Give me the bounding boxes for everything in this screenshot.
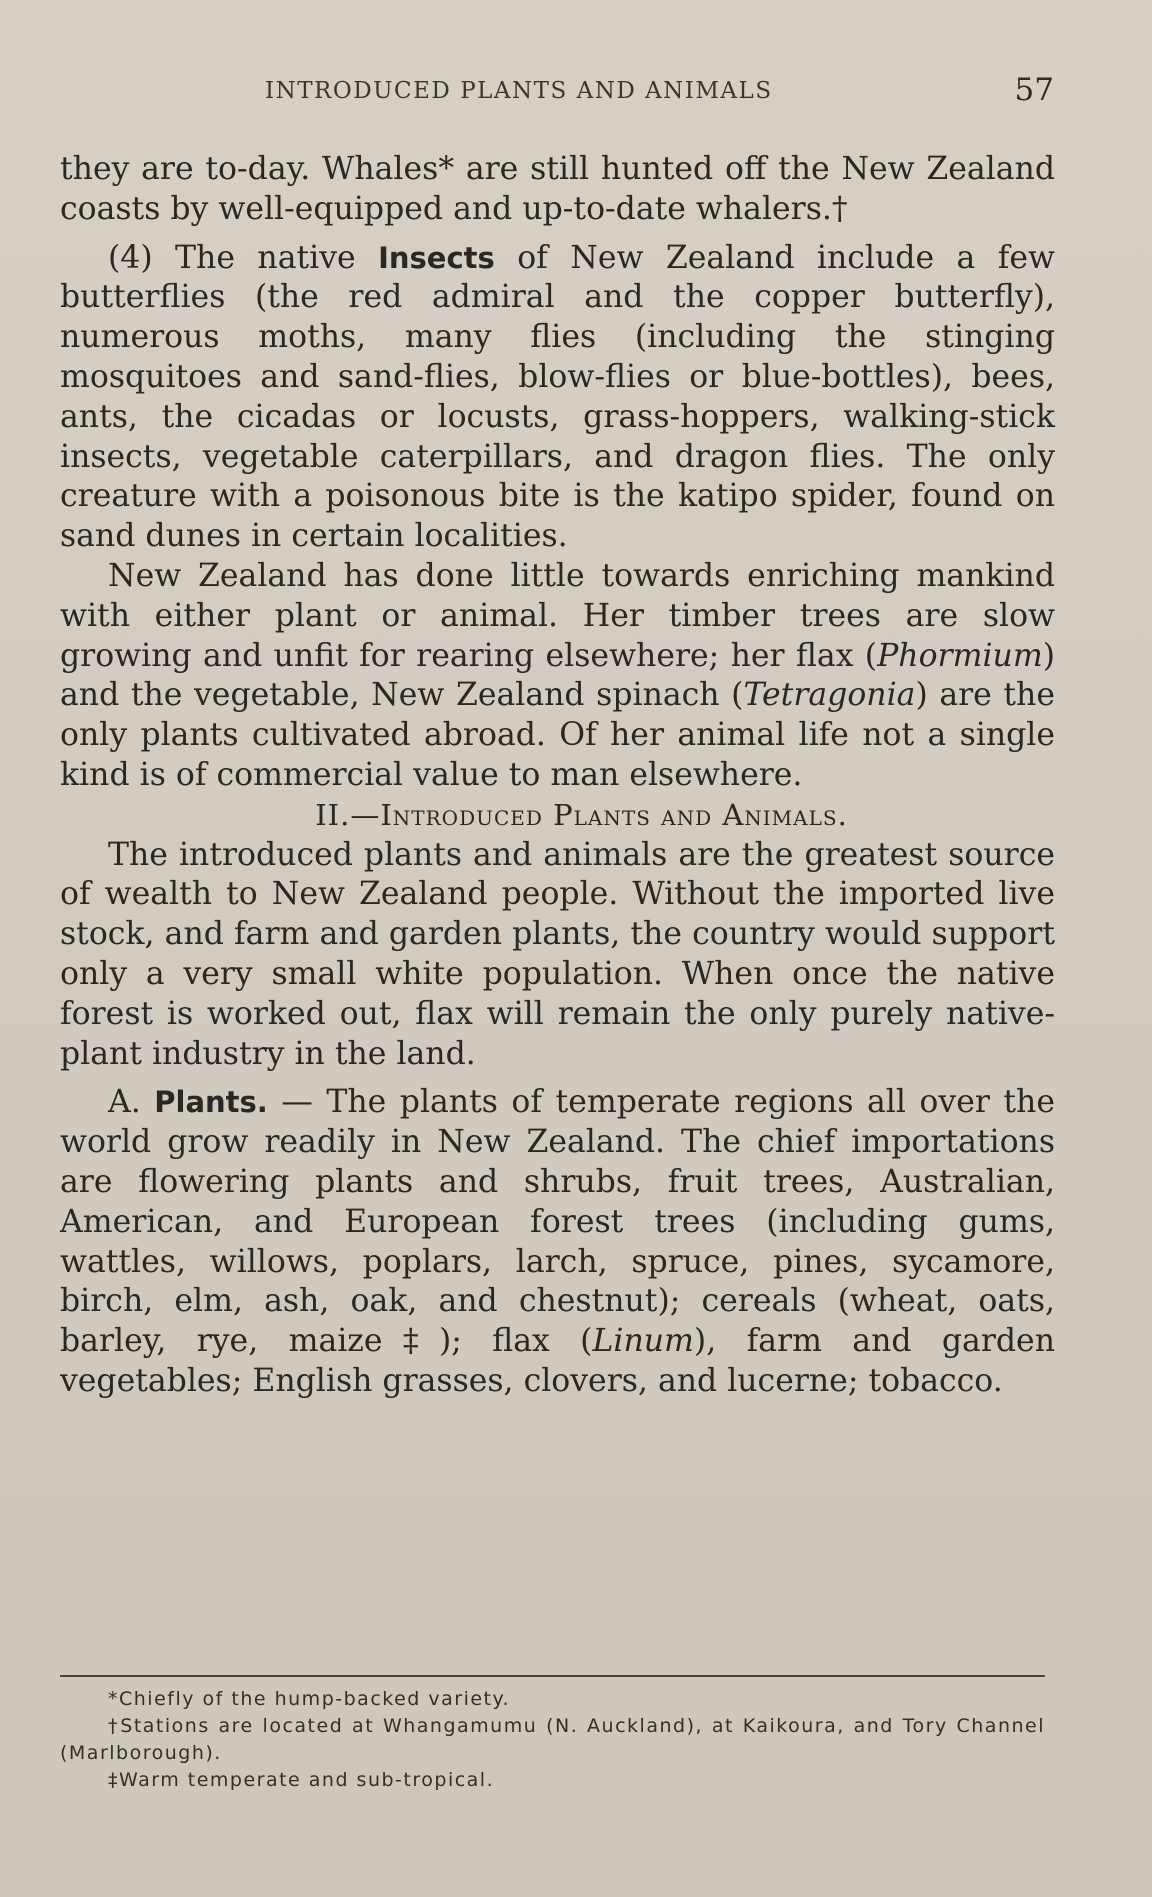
term-tetragonia: Tetragonia [743, 677, 916, 714]
footnote-2: †Stations are located at Whangamumu (N. Auckland), at Kaikoura, and Tory Channel (Marlborough). [60, 1715, 1045, 1764]
contribution-text-b: ) and the vegetable, New Zealand spinach ( [60, 637, 1055, 714]
contribution-text-a: New Zealand has done little towards enriching mankind with either plant or animal. Her timber trees are slow growing and unfit for rearing elsewhere; her flax ( [60, 557, 1055, 674]
paragraph-introduced: The introduced plants and animals are the greatest source of wealth to New Zealand people. Without the imported live stock, and farm and garden plants, the country would support only a very small white population. When once the native forest is worked out, flax will remain the only purely native-plant industry in the land. [60, 836, 1055, 1072]
plants-text-a: — The plants of temperate regions all over the world grow readily in New Zealand. The chief importations are flowering plants and shrubs, fruit trees, Australian, American, and European forest trees (including gums, wattles, willows, poplars, larch, spruce, pines, sycamore, birch, elm, ash, oak, and chestnut); cereals (wheat, oats, barley, rye, maize‡); flax ( [60, 1084, 1055, 1360]
footnote-3: ‡Warm temperate and sub-tropical. [108, 1769, 495, 1791]
term-phormium: Phormium [877, 637, 1043, 674]
insects-text: of New Zealand include a few butterflies (the red admiral and the copper butterfly), numerous moths, many flies (including the stinging mosquitoes and sand-flies, blow-flies or blue-bottles), bees, ants, the cicadas or locusts, grass-hoppers, walking-stick insects, vegetable caterpillars, and dragon flies. The only creature with a poisonous bite is the katipo spider, found on sand dunes in certain localities. [60, 239, 1055, 555]
footnotes [60, 1686, 1045, 1794]
footnote-divider [60, 1675, 1045, 1677]
paragraph-whales: they are to-day. Whales* are still hunted off the New Zealand coasts by well-equipped and up-to-date whalers.† [60, 151, 1055, 227]
page-number: 57 [1014, 72, 1054, 108]
footnote-1: *Chiefly of the hump-backed variety. [108, 1688, 511, 1710]
page-header [60, 70, 1060, 110]
paragraph-contribution [60, 557, 1055, 796]
paragraph-plants [60, 1083, 1055, 1401]
paragraph-insects [60, 239, 1055, 557]
term-linum: Linum [592, 1323, 694, 1360]
section-heading: II.—Introduced Plants and Animals. [315, 797, 848, 832]
running-head: INTRODUCED PLANTS AND ANIMALS [265, 78, 773, 104]
plants-text-b: ), farm and garden vegetables; English grasses, clovers, and lucerne; tobacco. [60, 1323, 1055, 1399]
insects-intro: (4) The native [108, 239, 379, 276]
contribution-text-c: ) are the only plants cultivated abroad. Of her animal life not a single kind is of commercial value to man elsewhere. [60, 677, 1055, 793]
page-body [60, 150, 1055, 1402]
plants-term: Plants. [154, 1085, 268, 1120]
insects-term: Insects [378, 240, 495, 275]
plants-prefix: A. [108, 1084, 155, 1121]
